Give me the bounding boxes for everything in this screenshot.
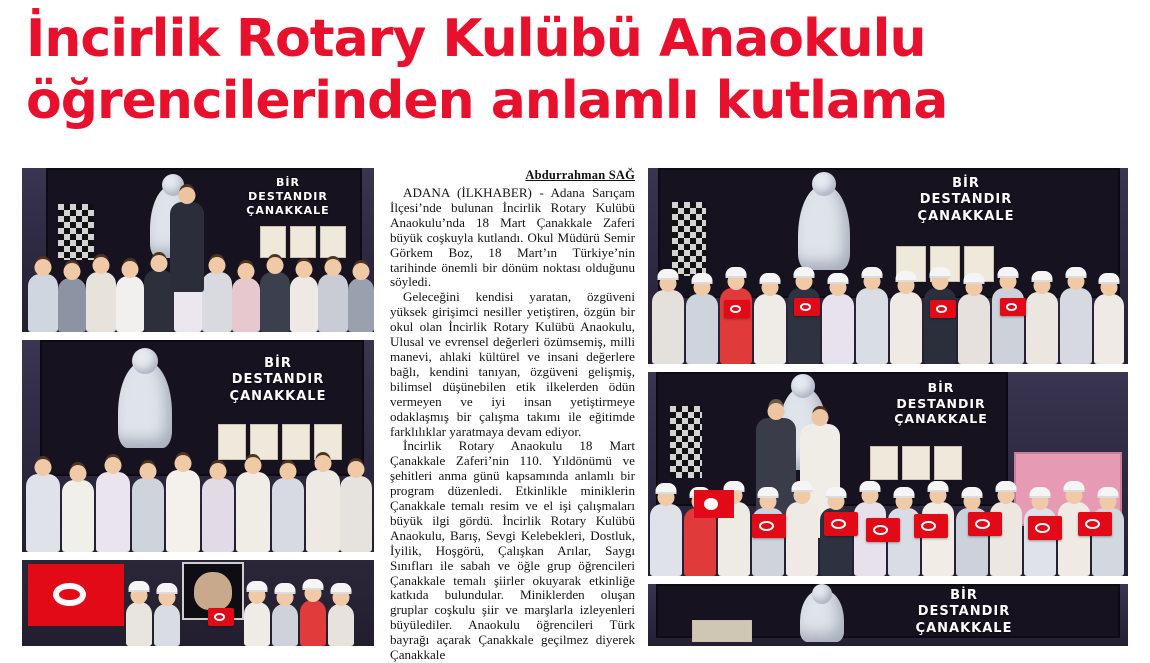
turkish-flag-large (694, 490, 734, 518)
photo-bottom-right (648, 584, 1128, 646)
student (272, 478, 304, 552)
board-text-line-3: ÇANAKKALE (246, 203, 330, 217)
student (1094, 294, 1124, 364)
turkish-flag-small (794, 298, 820, 316)
ataturk-silhouette (118, 362, 172, 448)
student (318, 274, 348, 332)
turkish-flag-small (914, 514, 948, 538)
turkish-flag-small (752, 514, 786, 538)
article-paragraph-1: ADANA (İLKHABER) - Adana Sarıçam İlçesi’nde bulunan İncirlik Rotary Kulübü Anaokulu’nda 18 Mart Çanakkale Zaferi büyük coşkuyla kutlandı. Okul Müdürü Semir Görkem Boz, 18 Mart’ın Türkiye’nin tarihinde önemli bir dönüm noktası olduğunu söyledi. (390, 185, 635, 290)
student (86, 272, 116, 332)
student (890, 292, 922, 364)
board-text-line-2: DESTANDIR (919, 192, 1013, 208)
photo-top-right (648, 168, 1128, 364)
article-content (22, 168, 1128, 663)
ataturk-portrait-face (194, 572, 231, 611)
student (132, 478, 164, 552)
turkish-flag-small (930, 300, 956, 318)
page-title (26, 8, 1131, 132)
student (684, 508, 716, 576)
student (754, 294, 786, 364)
board-text-line-2: DESTANDIR (896, 395, 986, 411)
teacher (170, 202, 204, 292)
student (856, 288, 888, 364)
right-photo-column (648, 168, 1128, 646)
student (58, 278, 86, 332)
photo-bottom-left (22, 560, 374, 646)
student (236, 472, 270, 552)
photo-top-left (22, 168, 374, 332)
poster (692, 620, 752, 642)
poster (314, 424, 342, 460)
board-text-line-2: DESTANDIR (248, 189, 328, 203)
turkish-flag-small (724, 300, 750, 318)
ataturk-silhouette-head (812, 584, 832, 604)
turkish-flag-small (968, 512, 1002, 536)
student (166, 470, 200, 552)
poster (870, 446, 898, 480)
turkish-flag-small (1078, 512, 1112, 536)
student (290, 276, 318, 332)
student (958, 294, 990, 364)
ataturk-silhouette (798, 186, 850, 270)
board-text-line-3: ÇANAKKALE (917, 208, 1015, 224)
board-text-line-3: ÇANAKKALE (229, 388, 327, 404)
turkish-flag-small (1028, 516, 1062, 540)
checker-decor (670, 406, 702, 478)
student (300, 600, 326, 646)
poster (934, 446, 962, 480)
student (202, 272, 232, 332)
board-text (856, 380, 1026, 427)
headline-line-2: öğrencilerinden anlamlı kutlama (26, 71, 948, 131)
board-text-line-2: DESTANDIR (231, 372, 325, 388)
headline-line-1: İncirlik Rotary Kulübü Anaokulu (26, 9, 926, 69)
student (822, 294, 854, 364)
student (650, 504, 682, 576)
article-paragraph-3: İncirlik Rotary Anaokulu 18 Mart Çanakkale Zaferi’nin 110. Yıldönümü ve şehitleri anma günü kapsamında anlamlı bir program düzenledi. Etkinlikle miniklerin Çanakkale temalı resim ve el işi çalışmaları büyük ilgi gördü. İncirlik Rotary Kulübü Anaokulu, Barış, Sevgi Kelebekleri, Dostluk, İyilik, Hoşgörü, Çalışkan Arılar, Saygı Sınıfları ile sabah ve öğle grup öğrencileri Çanakkale temalı şiirler okuyarak etkinliğe katkıda bulundular. Miniklerden oluşan gruplar coşkulu şiir ve marşlarla izleyenleri büyülediler. Anaokulu öğrencileri Türk bayrağı açarak Çanakkale geçilmez diyerek Çanakkale (390, 438, 635, 663)
student (62, 480, 94, 552)
ataturk-silhouette-head (812, 172, 836, 196)
board-text-line-1: BİR (264, 356, 292, 371)
ataturk-silhouette-head (791, 374, 815, 398)
student (232, 278, 260, 332)
student (686, 294, 718, 364)
turkish-flag-small (208, 608, 234, 626)
student (202, 478, 234, 552)
student (1026, 292, 1058, 364)
photo-mid-right (648, 372, 1128, 576)
poster (260, 226, 286, 258)
student (26, 474, 60, 552)
poster (902, 446, 930, 480)
left-photo-column (22, 168, 374, 646)
poster (250, 424, 278, 460)
turkish-flag-small (824, 512, 858, 536)
board-text-line-1: BİR (927, 380, 955, 395)
board-text (876, 176, 1056, 225)
student (244, 602, 270, 646)
board-text-line-2: DESTANDIR (917, 604, 1011, 620)
student (272, 604, 298, 646)
article-paragraph-2: Geleceğini kendisi yaratan, özgüveni yüksek girişimci nesiller yetiştiren, özgün bir okul olan İncirlik Rotary Kulübü Anaokulu, Ulusal ve evrensel değerleri özümsemiş, milli manevi, ahlaki kültürel ve insani değerlere bağlı, kendini tanıyan, özgüveni gelişmiş, bilimsel düşünebilen etik ilkelerden ödün vermeyen ve iyi insan yetiştirmeye odaklaşmış bir çalışma takımı ile eğitimde farklılıklar yaratmaya devam ediyor. (390, 289, 635, 439)
poster (282, 424, 310, 460)
photo-mid-left (22, 340, 374, 552)
turkish-flag-small (866, 518, 900, 542)
student (1060, 288, 1092, 364)
student (652, 290, 684, 364)
article-text-column (390, 168, 635, 663)
board-text (198, 356, 358, 405)
board-text-line-3: ÇANAKKALE (915, 620, 1013, 636)
board-text (218, 176, 358, 217)
student (260, 272, 290, 332)
poster (320, 226, 346, 258)
student (116, 276, 144, 332)
board-text-line-1: BİR (950, 588, 978, 603)
board-text (874, 588, 1054, 637)
student (340, 476, 372, 552)
board-text-line-1: BİR (276, 176, 300, 189)
student (28, 274, 58, 332)
student (328, 604, 354, 646)
student (126, 602, 152, 646)
student (96, 472, 130, 552)
article-body (390, 186, 635, 663)
poster (290, 226, 316, 258)
board-text-line-1: BİR (952, 176, 980, 191)
turkish-flag-small (1000, 298, 1026, 316)
ataturk-silhouette-head (132, 348, 158, 374)
checker-decor (672, 202, 706, 276)
student (348, 278, 374, 332)
byline: Abdurrahman SAĞ (525, 168, 635, 182)
poster (218, 424, 246, 460)
checker-decor (58, 204, 94, 260)
student (154, 604, 180, 646)
turkish-flag-large (28, 564, 124, 626)
student (786, 502, 818, 576)
student (306, 470, 340, 552)
board-text-line-3: ÇANAKKALE (894, 411, 988, 427)
